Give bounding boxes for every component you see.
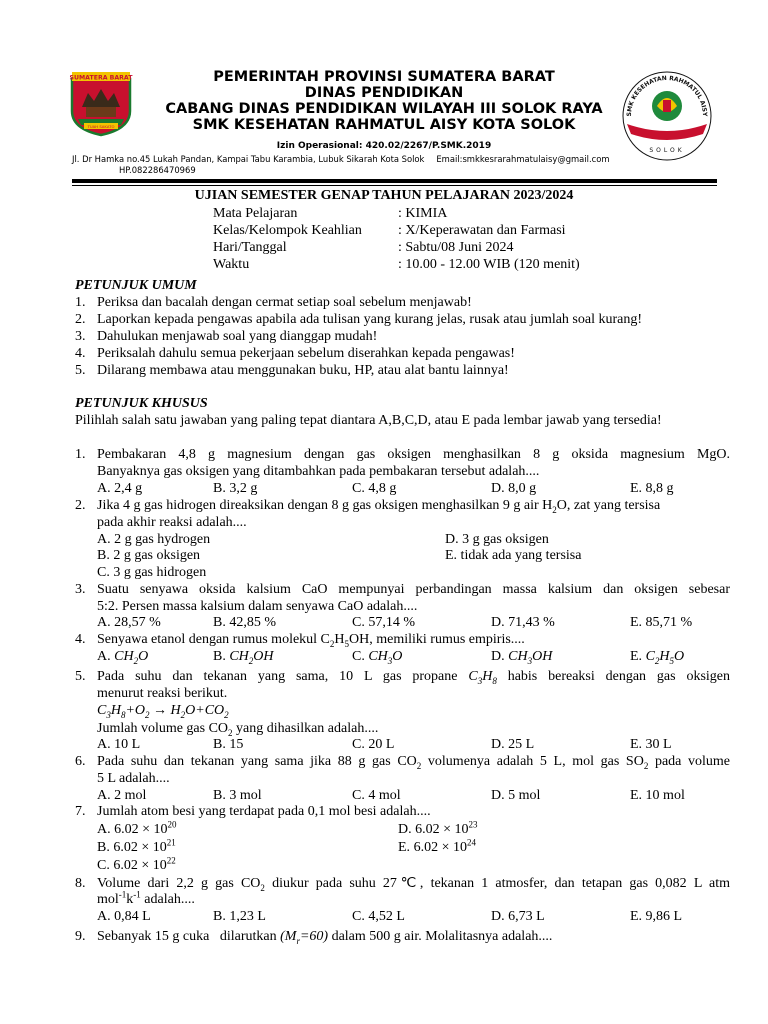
question-text-part: Sebanyak 15 g cuka dilarutkan bbox=[97, 929, 277, 944]
option-b: B. 15 bbox=[213, 737, 244, 752]
list-number: 5. bbox=[75, 363, 86, 378]
option-d: D. 71,43 % bbox=[491, 615, 555, 630]
question-text: $mol^{-1}k^{-1}$ adalah.... bbox=[97, 889, 195, 907]
instruction-item: Dahulukan menjawab soal yang dianggap mudah! bbox=[97, 329, 378, 344]
option-d: D. $6.02 \times 10^{23}$ bbox=[398, 819, 478, 837]
instruction-item: Dilarang membawa atau menggunakan buku, HP, atau alat bantu lainnya! bbox=[97, 363, 509, 378]
question-text-part: Jumlah volume gas CO bbox=[97, 721, 229, 736]
option-letter: A. bbox=[97, 822, 111, 837]
specific-instructions-heading: PETUNJUK KHUSUS bbox=[75, 396, 208, 411]
info-label: Waktu bbox=[213, 257, 250, 272]
list-number: 1. bbox=[75, 295, 86, 310]
question-number: 5. bbox=[75, 669, 86, 684]
option-b: B. 1,23 L bbox=[213, 909, 266, 924]
option-letter: E. bbox=[398, 840, 411, 855]
info-value: : KIMIA bbox=[398, 206, 448, 221]
emblem-ribbon-text: TUAH SAKATO bbox=[87, 123, 115, 129]
option-b: B. $CH_2OH$ bbox=[213, 649, 274, 666]
emblem-banner-text: SUMATERA BARAT bbox=[69, 74, 133, 82]
question-text: Pada suhu dan tekanan yang sama, 10 L gas propane $C_3H_8$ habis bereaksi dengan gas oksigen bbox=[97, 669, 731, 686]
option-a: A. 28,57 % bbox=[97, 615, 161, 630]
option-d: D. 3 g gas oksigen bbox=[445, 532, 549, 547]
option-c: C. 20 L bbox=[352, 737, 395, 752]
option-letter: D. bbox=[491, 649, 505, 664]
question-text: 5 L adalah.... bbox=[97, 771, 170, 786]
info-label: Hari/Tanggal bbox=[213, 240, 287, 255]
letterhead-line: CABANG DINAS PENDIDIKAN WILAYAH III SOLOK RAYA bbox=[165, 101, 603, 117]
option-d: D. $CH_3OH$ bbox=[491, 649, 553, 666]
question-text-part: k bbox=[126, 892, 134, 907]
reaction-equation: $C_3H_8+O_2 \to H_2O+CO_2$ bbox=[97, 703, 229, 720]
letterhead-line: DINAS PENDIDIKAN bbox=[304, 85, 464, 101]
question-number: 2. bbox=[75, 498, 86, 513]
question-text-part: dalam 500 g air. Molalitasnya adalah.... bbox=[331, 929, 553, 944]
question-text-part: pada volume bbox=[654, 754, 731, 769]
info-value: : 10.00 - 12.00 WIB (120 menit) bbox=[398, 257, 580, 272]
question-number: 3. bbox=[75, 582, 86, 597]
letterhead-divider-thin bbox=[72, 185, 717, 186]
option-a: A. 2 mol bbox=[97, 788, 147, 803]
question-number: 6. bbox=[75, 754, 86, 769]
question-text: 5:2. Persen massa kalsium dalam senyawa CaO adalah.... bbox=[97, 599, 418, 614]
exam-title: UJIAN SEMESTER GENAP TAHUN PELAJARAN 2023/2024 bbox=[194, 188, 574, 203]
question-text-part: O, zat yang tersisa bbox=[556, 498, 661, 513]
option-e: E. 85,71 % bbox=[630, 615, 693, 630]
question-text-part: volumenya adalah 5 L, mol gas SO bbox=[427, 754, 644, 769]
option-letter: B. bbox=[213, 649, 226, 664]
option-a: A. 2,4 g bbox=[97, 481, 143, 496]
question-text: Jika 4 g gas hidrogen direaksikan dengan 8 g gas oksigen menghasilkan 9 g air $H_2O$, zat yang tersisa bbox=[97, 498, 661, 515]
option-e: E. tidak ada yang tersisa bbox=[445, 548, 582, 563]
question-text: menurut reaksi berikut. bbox=[97, 686, 228, 701]
option-b: B. $6.02 \times 10^{21}$ bbox=[97, 837, 176, 855]
instruction-item: Laporkan kepada pengawas apabila ada tulisan yang kurang jelas, rusak atau jumlah soal kurang! bbox=[97, 312, 643, 327]
instruction-item: Periksalah dahulu semua pekerjaan sebelum diserahkan kepada pengawas! bbox=[97, 346, 515, 361]
question-text-part: adalah.... bbox=[144, 892, 195, 907]
question-text: Suatu senyawa oksida kalsium CaO mempunyai perbandingan massa kalsium dan oksigen sebesar bbox=[97, 582, 730, 597]
question-text-part: habis bereaksi dengan gas oksigen bbox=[507, 669, 731, 684]
question-text-part: Jika 4 g gas hidrogen direaksikan dengan 8 g gas oksigen menghasilkan 9 g air H bbox=[97, 498, 553, 513]
question-text: Senyawa etanol dengan rumus molekul $C_2H_5OH$, memiliki rumus empiris.... bbox=[97, 632, 525, 649]
option-letter: A. bbox=[97, 649, 111, 664]
school-email: Email:smkkesrarahmatulaisy@gmail.com bbox=[436, 154, 610, 164]
letterhead-line: SMK KESEHATAN RAHMATUL AISY KOTA SOLOK bbox=[192, 117, 576, 133]
option-c: C. 3 g gas hidrogen bbox=[97, 565, 207, 580]
question-text: Jumlah volume gas $CO_2$ yang dihasilkan adalah.... bbox=[97, 721, 379, 738]
question-text: Pada suhu dan tekanan yang sama jika 88 g gas $CO_2$ volumenya adalah 5 L, mol gas $SO_2$ pada volume bbox=[97, 754, 731, 771]
general-instructions-heading: PETUNJUK UMUM bbox=[75, 278, 197, 293]
info-label: Mata Pelajaran bbox=[213, 206, 298, 221]
instruction-item: Periksa dan bacalah dengan cermat setiap soal sebelum menjawab! bbox=[97, 295, 472, 310]
info-value: : X/Keperawatan dan Farmasi bbox=[398, 223, 566, 238]
option-e: E. 10 mol bbox=[630, 788, 685, 803]
option-e: E. 9,86 L bbox=[630, 909, 683, 924]
list-number: 3. bbox=[75, 329, 86, 344]
question-number: 1. bbox=[75, 447, 86, 462]
option-d: D. 8,0 g bbox=[491, 481, 537, 496]
school-phone: HP.082286470969 bbox=[119, 165, 196, 175]
option-letter: C. bbox=[97, 858, 110, 873]
option-c: C. $CH_3O$ bbox=[352, 649, 403, 666]
option-c: C. $6.02 \times 10^{22}$ bbox=[97, 855, 176, 873]
option-c: C. 4 mol bbox=[352, 788, 401, 803]
operational-permit: Izin Operasional: 420.02/2267/P.SMK.2019 bbox=[276, 141, 492, 151]
question-text-part: Volume dari 2,2 g gas CO bbox=[97, 876, 261, 891]
option-a: A. 0,84 L bbox=[97, 909, 151, 924]
option-b: B. 2 g gas oksigen bbox=[97, 548, 201, 563]
question-text: pada akhir reaksi adalah.... bbox=[97, 515, 247, 530]
question-text: Banyaknya gas oksigen yang ditambahkan pada pembakaran tersebut adalah.... bbox=[97, 464, 540, 479]
option-c: C. 4,52 L bbox=[352, 909, 405, 924]
question-text-part: mol bbox=[97, 892, 119, 907]
info-label: Kelas/Kelompok Keahlian bbox=[213, 223, 362, 238]
question-text: Volume dari 2,2 g gas $CO_2$ diukur pada suhu 27℃, tekanan 1 atmosfer, dan tetapan gas 0,082 L atm bbox=[97, 876, 730, 893]
question-number: 8. bbox=[75, 876, 86, 891]
option-letter: D. bbox=[398, 822, 412, 837]
question-text-part: OH, memiliki rumus empiris.... bbox=[349, 632, 525, 647]
option-e: E. 8,8 g bbox=[630, 481, 674, 496]
question-text-part: Pada suhu dan tekanan yang sama jika 88 g gas CO bbox=[97, 754, 417, 769]
option-a: A. 2 g gas hydrogen bbox=[97, 532, 211, 547]
list-number: 4. bbox=[75, 346, 86, 361]
option-d: D. 6,73 L bbox=[491, 909, 545, 924]
question-number: 9. bbox=[75, 929, 86, 944]
question-number: 4. bbox=[75, 632, 86, 647]
question-text: Jumlah atom besi yang terdapat pada 0,1 mol besi adalah.... bbox=[97, 804, 431, 819]
question-text-part: Pada suhu dan tekanan yang sama, 10 L gas propane bbox=[97, 669, 458, 684]
option-e: E. 30 L bbox=[630, 737, 672, 752]
option-d: D. 25 L bbox=[491, 737, 535, 752]
sumatera-barat-emblem-icon bbox=[68, 71, 134, 137]
question-text-part: Senyawa etanol dengan rumus molekul C bbox=[97, 632, 330, 647]
letterhead-line: PEMERINTAH PROVINSI SUMATERA BARAT bbox=[213, 69, 555, 85]
option-letter: C. bbox=[352, 649, 365, 664]
question-number: 7. bbox=[75, 804, 86, 819]
question-text: Sebanyak 15 g cuka dilarutkan $(M_r=60)$ dalam 500 g air. Molalitasnya adalah.... bbox=[97, 929, 553, 946]
option-b: B. 3,2 g bbox=[213, 481, 258, 496]
option-b: B. 3 mol bbox=[213, 788, 262, 803]
school-seal-icon bbox=[617, 66, 717, 162]
seal-arc-text: SMK KESEHATAN RAHMATUL AISY bbox=[625, 74, 709, 117]
info-value: : Sabtu/08 Juni 2024 bbox=[398, 240, 514, 255]
option-a: A. 10 L bbox=[97, 737, 141, 752]
school-address-line bbox=[72, 154, 610, 164]
option-c: C. 57,14 % bbox=[352, 615, 415, 630]
school-address: Jl. Dr Hamka no.45 Lukah Pandan, Kampai Tabu Karambia, Lubuk Sikarah Kota Solok bbox=[72, 154, 425, 164]
question-text: Pembakaran 4,8 g magnesium dengan gas oksigen menghasilkan 8 g oksida magnesium MgO. bbox=[97, 447, 730, 462]
option-e: E. $C_2H_5O$ bbox=[630, 649, 685, 666]
letterhead-title bbox=[140, 69, 628, 133]
option-a: A. $CH_2O$ bbox=[97, 649, 149, 666]
option-c: C. 4,8 g bbox=[352, 481, 397, 496]
option-a: A. $6.02 \times 10^{20}$ bbox=[97, 819, 177, 837]
letterhead-divider-thick bbox=[72, 179, 717, 183]
option-letter: B. bbox=[97, 840, 110, 855]
specific-instructions-text: Pilihlah salah satu jawaban yang paling tepat diantara A,B,C,D, atau E pada lembar jawab yang tersedia! bbox=[75, 413, 662, 428]
seal-bottom-text: SOLOK bbox=[649, 147, 685, 154]
question-text-part: diukur pada suhu 27℃, tekanan 1 atmosfer, dan tetapan gas 0,082 L atm bbox=[272, 876, 730, 891]
option-d: D. 5 mol bbox=[491, 788, 541, 803]
option-e: E. $6.02 \times 10^{24}$ bbox=[398, 837, 476, 855]
question-text-part: yang dihasilkan adalah.... bbox=[236, 721, 379, 736]
option-b: B. 42,85 % bbox=[213, 615, 276, 630]
question-text-part: H bbox=[334, 632, 345, 647]
list-number: 2. bbox=[75, 312, 86, 327]
option-letter: E. bbox=[630, 649, 643, 664]
